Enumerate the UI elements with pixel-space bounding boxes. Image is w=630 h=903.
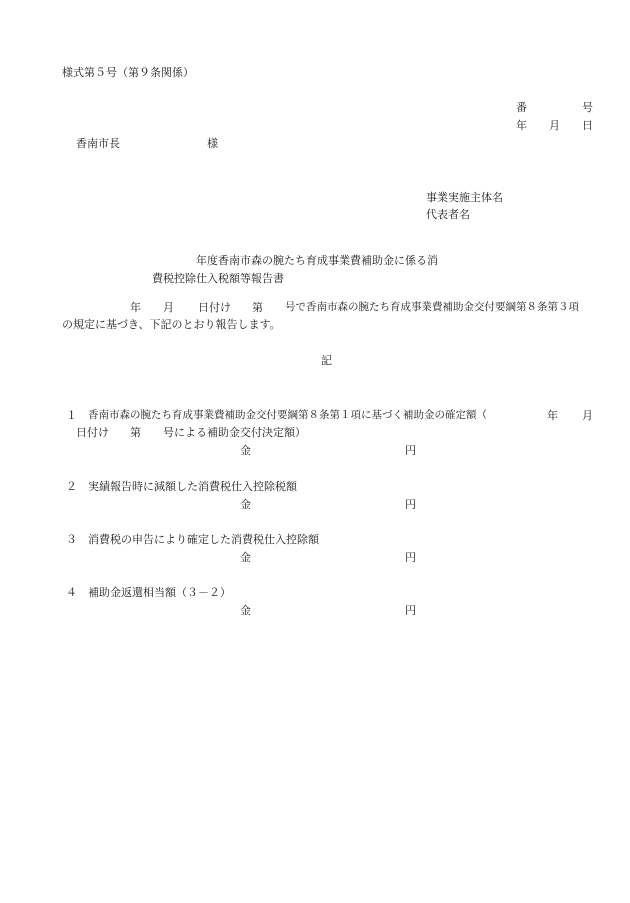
item-2-kin: 金 [240, 498, 251, 511]
date-month-label: 月 [549, 119, 560, 132]
item-3-number: ３ [66, 533, 77, 546]
addressee-honorific: 様 [207, 137, 218, 150]
document-title-line2: 費税控除仕入税額等報告書 [152, 272, 284, 285]
addressee: 香南市長 [76, 137, 120, 150]
item-4-number: ４ [66, 586, 77, 599]
item-3-text: 消費税の申告により確定した消費税仕入控除額 [88, 533, 319, 546]
body-line1-rest: 号で香南市森の腕たち育成事業費補助金交付要綱第８条第３項 [285, 301, 579, 313]
body-line2: の規定に基づき、下記のとおり報告します。 [62, 318, 281, 331]
item-2-text: 実績報告時に減額した消費税仕入控除税額 [88, 480, 297, 493]
item-1-dated: 日付け [76, 426, 109, 439]
ki-heading: 記 [321, 354, 332, 367]
item-4-text: 補助金返還相当額（３－２） [88, 586, 231, 599]
item-1-number: １ [66, 409, 77, 422]
item-1-en: 円 [405, 444, 416, 457]
date-year-label: 年 [516, 119, 527, 132]
item-4-en: 円 [405, 604, 416, 617]
number-go-label: 号 [582, 101, 593, 114]
item-2-number: ２ [66, 480, 77, 493]
item-3-en: 円 [405, 551, 416, 564]
item-1-dai: 第 [130, 426, 141, 439]
item-3-kin: 金 [240, 551, 251, 564]
document-title-line1: 年度香南市森の腕たち育成事業費補助金に係る消 [196, 254, 438, 267]
item-1-text: 香南市森の腕たち育成事業費補助金交付要綱第８条第１項に基づく補助金の確定額（ [88, 409, 487, 421]
body-dai: 第 [252, 301, 263, 314]
implementer-label: 事業実施主体名 [426, 191, 503, 204]
body-dated: 日付け [198, 301, 231, 314]
representative-label: 代表者名 [426, 208, 470, 221]
item-2-en: 円 [405, 498, 416, 511]
body-month: 月 [163, 301, 174, 314]
item-1-kin: 金 [240, 444, 251, 457]
item-1-text-cont: 号による補助金交付決定額） [163, 426, 306, 439]
number-ban-label: 番 [516, 101, 527, 114]
date-day-label: 日 [582, 119, 593, 132]
item-1-month: 月 [582, 409, 593, 422]
item-1-year: 年 [547, 409, 558, 422]
item-4-kin: 金 [240, 604, 251, 617]
form-number: 様式第５号（第９条関係） [62, 66, 194, 79]
body-year: 年 [130, 301, 141, 314]
